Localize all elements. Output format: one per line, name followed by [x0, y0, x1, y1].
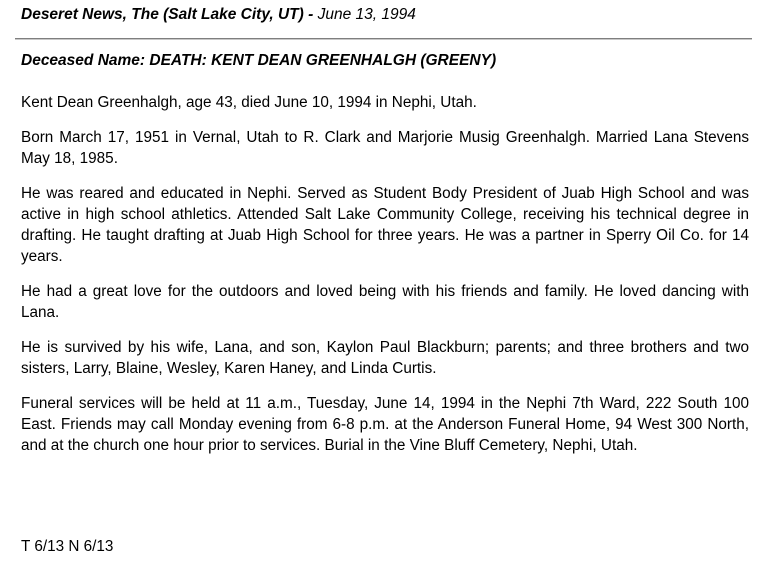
obituary-paragraph: He had a great love for the outdoors and loved being with his friends and family. He loved dancing with Lana. — [21, 283, 749, 321]
obituary-paragraph: Born March 17, 1951 in Vernal, Utah to R. Clark and Marjorie Musig Greenhalgh. Married Lana Stevens May 18, 1985. — [21, 129, 749, 167]
deceased-name-heading: Deceased Name: DEATH: KENT DEAN GREENHALGH (GREENY) — [21, 52, 497, 69]
edition-code: T 6/13 N 6/13 — [21, 538, 114, 555]
publication-date: June 13, 1994 — [317, 6, 416, 23]
obituary-paragraph: Kent Dean Greenhalgh, age 43, died June 10, 1994 in Nephi, Utah. — [21, 94, 477, 111]
header-separator: - — [303, 6, 318, 23]
header-divider — [15, 38, 752, 39]
obituary-paragraph: He is survived by his wife, Lana, and son, Kaylon Paul Blackburn; parents; and three brothers and two sisters, Larry, Blaine, Wesley, Karen Haney, and Linda Curtis. — [21, 339, 749, 377]
source-header — [21, 6, 416, 24]
obituary-body — [21, 92, 749, 470]
publication-name: Deseret News, The (Salt Lake City, UT) — [21, 6, 304, 23]
obituary-paragraph: Funeral services will be held at 11 a.m., Tuesday, June 14, 1994 in the Nephi 7th Ward, 222 South 100 East. Friends may call Monday evening from 6-8 p.m. at the Anderson Funeral Home, 94 West 300 North, and at the church one hour prior to services. Burial in the Vine Bluff Cemetery, Nephi, Utah. — [21, 395, 749, 454]
obituary-paragraph: He was reared and educated in Nephi. Served as Student Body President of Juab High School and was active in high school athletics. Attended Salt Lake Community College, receiving his technical degree in drafting. He taught drafting at Juab High School for three years. He was a partner in Sperry Oil Co. for 14 years. — [21, 185, 749, 265]
